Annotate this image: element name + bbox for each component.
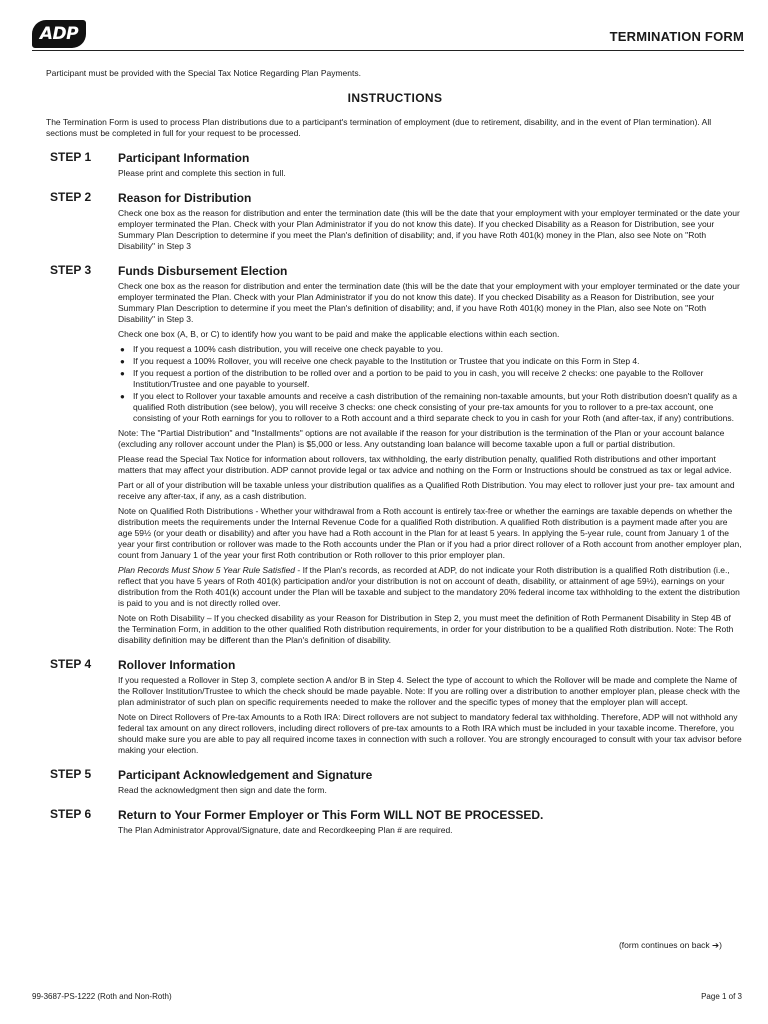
list-item-text: If you request a 100% Rollover, you will receive one check payable to the Institution or Trustee that you indicate on this Form in Step 4.: [133, 356, 640, 366]
list-item-text: If you elect to Rollover your taxable amounts and receive a cash distribution of the remaining non-taxable amounts, but your Roth distribution doesn't qualify as a qualified Roth distribution (see below), you will receive 3 checks: one check consisting of your pre-tax amounts for you to rollover to a pre-tax account, one consisting of your Roth earnings for you to rollover to a Roth account and a third separate check to you in cash for your Roth (and after-tax, if any) contributions.: [133, 391, 738, 423]
form-code: 99-3687-PS-1222 (Roth and Non-Roth): [32, 992, 172, 1001]
step-label: STEP 1: [50, 150, 92, 164]
bullet-icon: ●: [120, 369, 125, 378]
step-paragraph: Read the acknowledgment then sign and date the form.: [118, 785, 327, 795]
list-item: [118, 368, 744, 390]
step-paragraph: Check one box as the reason for distribution and enter the termination date (this will be the date that your employment with your employer terminated or the date your employer terminated the Plan. Check with your Plan Administrator if you do not know this date). If you checked Disability as a Reason for Distribution, see your Summary Plan Description to determine if you meet the Plan's definition of disability; and, if you have Roth 401(k) money in the Plan, also see Note on "Roth Disability" in Step 3.: [118, 281, 740, 324]
step-title: Participant Acknowledgement and Signature: [118, 768, 373, 782]
step-label: STEP 3: [50, 263, 92, 277]
form-title: TERMINATION FORM: [609, 29, 744, 44]
step-4: [46, 658, 744, 756]
bullet-icon: ●: [120, 357, 125, 366]
step-paragraph: Note: The "Partial Distribution" and "Installments" options are not available if the reason for your distribution is the termination of the Plan or your account balance (excluding any rollover account under the Plan) is $5,000 or less. Any outstanding loan balance will become taxable upon a full or partial distribution.: [118, 428, 725, 449]
step-label: STEP 4: [50, 657, 92, 671]
step-paragraph: [118, 565, 744, 609]
form-continues-note: (form continues on back ➔): [618, 940, 722, 950]
adp-logo: ADP: [32, 20, 86, 48]
list-item-text: If you request a portion of the distribution to be rolled over and a portion to be paid to you in cash, you will receive 2 checks: one payable to the Rollover Institution/Trustee and one payable to yourself.: [133, 368, 704, 389]
step-label: STEP 6: [50, 807, 92, 821]
list-item: [118, 356, 744, 367]
step-paragraph: Part or all of your distribution will be taxable unless your distribution qualifies as a Qualified Roth Distribution. You may elect to rollover just your pre- tax amount and receive any after-tax, if any, as a cash distribution.: [118, 480, 735, 501]
step-paragraph: Check one box as the reason for distribution and enter the termination date (this will be the date that your employment with your employer terminated or the date your employer terminated the Plan. Check with your Plan Administrator if you do not know this date). If you checked Disability as a Reason for Distribution, see your Summary Plan Description to determine if you meet the Plan's definition of disability; and, if you have Roth 401(k) money in the Plan, also see Note on "Roth Disability" in Step 3: [118, 208, 740, 251]
step-paragraph: Check one box (A, B, or C) to identify how you want to be paid and make the applicable elections within each section.: [118, 329, 560, 339]
intro-paragraph: The Termination Form is used to process Plan distributions due to a participant's termination of employment (due to retirement, disability, and in the event of Plan termination). All sections must be completed in full for your request to be processed.: [46, 117, 712, 138]
payment-options-list: [118, 344, 744, 424]
step-2: [46, 191, 744, 252]
list-item: [118, 344, 744, 355]
header: [32, 20, 744, 54]
step-paragraph: The Plan Administrator Approval/Signature, date and Recordkeeping Plan # are required.: [118, 825, 453, 835]
step-title: Funds Disbursement Election: [118, 264, 288, 278]
step-label: STEP 2: [50, 190, 92, 204]
instructions-heading: INSTRUCTIONS: [347, 91, 443, 105]
step-6: [46, 808, 744, 836]
document-body: [46, 68, 744, 848]
bullet-icon: ●: [120, 392, 125, 401]
step-paragraph: Note on Roth Disability – If you checked disability as your Reason for Distribution in Step 2, you must meet the definition of Roth Permanent Disability in Step 4B of the Termination Form, in addition to the other qualified Roth distribution requirements, in order for your distribution to be a qualified Roth distribution. Note: The Roth disability definition may be different than the Plan's definition of disability.: [118, 613, 734, 645]
step-paragraph: Please print and complete this section in full.: [118, 168, 286, 178]
step-title: Participant Information: [118, 151, 250, 165]
step-title: Rollover Information: [118, 658, 236, 672]
bullet-icon: ●: [120, 345, 125, 354]
step-paragraph: Note on Direct Rollovers of Pre-tax Amounts to a Roth IRA: Direct rollovers are not subject to mandatory federal tax withholding. Therefore, ADP will not withhold any federal tax amount on any direct rollovers, including direct rollovers of pre-tax amounts to a Roth IRA which must be included in your taxable income. Therefore, you should make sure you are able to pay all required income taxes in connection with such a rollover. You are strongly encouraged to consult with your tax advisor before making your election.: [118, 712, 742, 755]
step-paragraph: If you requested a Rollover in Step 3, complete section A and/or B in Step 4. Select the type of account to which the Rollover will be made and complete the Name of the Rollover Institution/Trustee to which the check should be made payable. Note: If you are rolling over a distribution to another employer plan, please check with the plan administrator of such plan on specific requirements needed to make the rollover and the specific types of money that the employer plan will accept.: [118, 675, 740, 707]
header-divider: [32, 50, 744, 51]
tax-notice-text: Participant must be provided with the Special Tax Notice Regarding Plan Payments.: [46, 68, 361, 78]
five-year-rule-text: - If the Plan's records, as recorded at ADP, do not indicate your Roth distribution is a qualified Roth distribution (i.e., reflect that you have 5 years of Roth 401(k) participation and/or your distribution is not on account of death, disability, or attainment of age 59½), earnings on your distribution from the Roth 401(k) account under the Plan will be taxable and subject to the mandatory 20% federal income tax withholding to the extent the distribution is paid to you and is not directly rolled over.: [118, 565, 740, 608]
list-item: [118, 391, 744, 424]
list-item-text: If you request a 100% cash distribution, you will receive one check payable to you.: [133, 344, 443, 354]
step-1: [46, 151, 744, 179]
step-paragraph: Note on Qualified Roth Distributions - Whether your withdrawal from a Roth account is entirely tax-free or whether the earnings are taxable depends on whether the distribution meets the requirements under the Internal Revenue Code for a qualified Roth distribution. A qualified Roth distribution is a payment made after you are age 59½ (or your death or disability) and after you have had a Roth account in the Plan for at least 5 years. In applying the 5-year rule, count from January 1 of the year your first contribution or rollover was made to the Roth accounts under the Plan or if you had a prior direct rollover of a Roth account from another employer plan, count from January 1 of the year your first Roth contribution or Roth rollover to this prior employer plan.: [118, 506, 742, 560]
step-title: Reason for Distribution: [118, 191, 252, 205]
page-number: Page 1 of 3: [701, 992, 742, 1001]
step-label: STEP 5: [50, 767, 92, 781]
step-3: [46, 264, 744, 646]
step-5: [46, 768, 744, 796]
five-year-rule-lead: Plan Records Must Show 5 Year Rule Satisfied: [118, 565, 296, 575]
step-title: Return to Your Former Employer or This Form WILL NOT BE PROCESSED.: [118, 808, 544, 822]
step-paragraph: Please read the Special Tax Notice for information about rollovers, tax withholding, the early distribution penalty, qualified Roth distributions and other important matters that may affect your distribution. ADP cannot provide legal or tax advice and nothing on the Form or Instructions should be construed as tax or legal advice.: [118, 454, 732, 475]
